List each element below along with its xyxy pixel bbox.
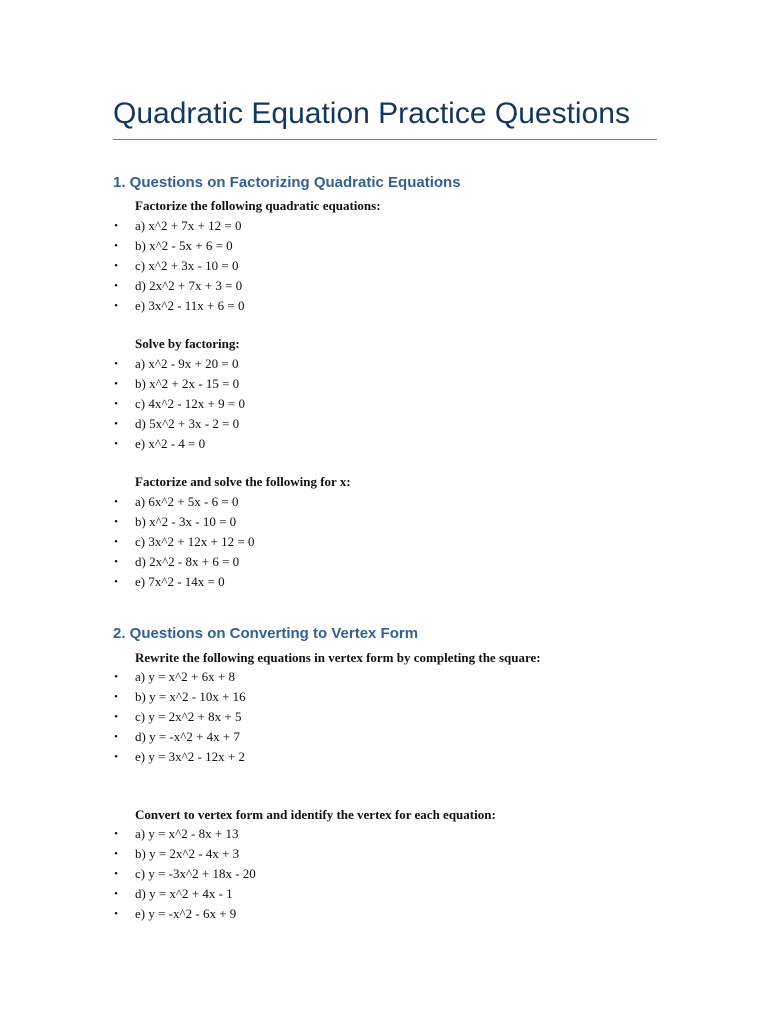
bullet-icon: • xyxy=(114,711,118,723)
question-text: b) y = 2x^2 - 4x + 3 xyxy=(135,846,240,861)
bullet-icon: • xyxy=(114,848,118,860)
bullet-icon: • xyxy=(114,496,118,508)
bullet-icon: • xyxy=(114,751,118,763)
question-text: b) x^2 + 2x - 15 = 0 xyxy=(135,376,240,391)
question-text: e) x^2 - 4 = 0 xyxy=(135,436,206,451)
group-lead-factorize: Factorize the following quadratic equations: xyxy=(135,198,381,213)
bullet-icon: • xyxy=(114,398,118,410)
group-lead-convert-identify-vertex: Convert to vertex form and identify the vertex for each equation: xyxy=(135,807,496,822)
question-text: b) x^2 - 3x - 10 = 0 xyxy=(135,514,237,529)
bullet-icon: • xyxy=(114,378,118,390)
question-text: a) y = x^2 + 6x + 8 xyxy=(135,669,235,684)
bullet-icon: • xyxy=(114,438,118,450)
question-text: a) y = x^2 - 8x + 13 xyxy=(135,826,239,841)
question-text: d) 2x^2 - 8x + 6 = 0 xyxy=(135,554,240,569)
bullet-icon: • xyxy=(114,240,118,252)
question-text: c) x^2 + 3x - 10 = 0 xyxy=(135,258,239,273)
group-lead-factorize-and-solve: Factorize and solve the following for x: xyxy=(135,474,351,489)
question-text: b) y = x^2 - 10x + 16 xyxy=(135,689,246,704)
bullet-icon: • xyxy=(114,868,118,880)
question-text: c) y = 2x^2 + 8x + 5 xyxy=(135,709,242,724)
question-text: b) x^2 - 5x + 6 = 0 xyxy=(135,238,233,253)
question-text: d) y = x^2 + 4x - 1 xyxy=(135,886,233,901)
bullet-icon: • xyxy=(114,888,118,900)
group-lead-solve-by-factoring: Solve by factoring: xyxy=(135,336,240,351)
group-lead-rewrite-vertex: Rewrite the following equations in vertex form by completing the square: xyxy=(135,650,541,665)
question-text: e) 7x^2 - 14x = 0 xyxy=(135,574,225,589)
question-text: c) 4x^2 - 12x + 9 = 0 xyxy=(135,396,245,411)
bullet-icon: • xyxy=(114,260,118,272)
question-text: d) y = -x^2 + 4x + 7 xyxy=(135,729,241,744)
question-text: a) x^2 - 9x + 20 = 0 xyxy=(135,356,239,371)
bullet-icon: • xyxy=(114,280,118,292)
bullet-icon: • xyxy=(114,731,118,743)
question-text: e) y = 3x^2 - 12x + 2 xyxy=(135,749,245,764)
bullet-icon: • xyxy=(114,358,118,370)
bullet-icon: • xyxy=(114,418,118,430)
question-text: a) x^2 + 7x + 12 = 0 xyxy=(135,218,242,233)
bullet-icon: • xyxy=(114,828,118,840)
bullet-icon: • xyxy=(114,516,118,528)
bullet-icon: • xyxy=(114,691,118,703)
question-text: c) 3x^2 + 12x + 12 = 0 xyxy=(135,534,255,549)
page-title: Quadratic Equation Practice Questions xyxy=(113,97,630,130)
bullet-icon: • xyxy=(114,671,118,683)
bullet-icon: • xyxy=(114,908,118,920)
question-text: d) 2x^2 + 7x + 3 = 0 xyxy=(135,278,243,293)
bullet-icon: • xyxy=(114,300,118,312)
bullet-icon: • xyxy=(114,536,118,548)
question-text: d) 5x^2 + 3x - 2 = 0 xyxy=(135,416,240,431)
bullet-icon: • xyxy=(114,220,118,232)
section-heading-factorizing: 1. Questions on Factorizing Quadratic Equations xyxy=(113,174,461,191)
bullet-icon: • xyxy=(114,576,118,588)
question-text: e) 3x^2 - 11x + 6 = 0 xyxy=(135,298,245,313)
question-text: a) 6x^2 + 5x - 6 = 0 xyxy=(135,494,239,509)
question-text: e) y = -x^2 - 6x + 9 xyxy=(135,906,237,921)
bullet-icon: • xyxy=(114,556,118,568)
question-text: c) y = -3x^2 + 18x - 20 xyxy=(135,866,256,881)
section-heading-vertex-form: 2. Questions on Converting to Vertex Form xyxy=(113,625,419,642)
title-underline xyxy=(113,139,657,140)
